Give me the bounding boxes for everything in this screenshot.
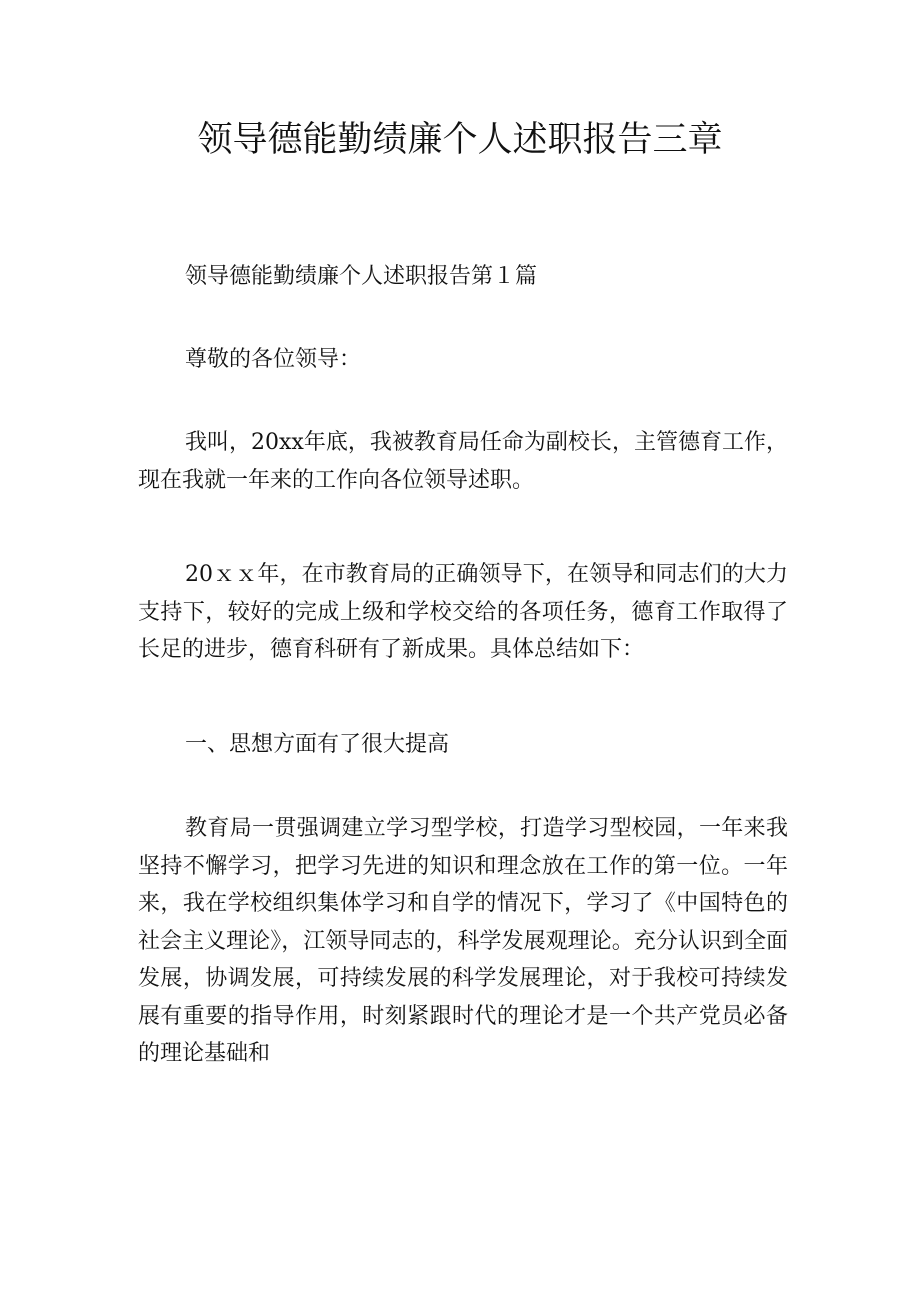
paragraph-summary: 20ｘｘ年，在市教育局的正确领导下，在领导和同志们的大力支持下，较好的完成上级和学校交给的各项任务，德育工作取得了长足的进步，德育科研有了新成果。具体总结如下： <box>138 562 788 662</box>
paragraph-intro: 我叫，20xx年底，我被教育局任命为副校长，主管德育工作，现在我就一年来的工作向各位领导述职。 <box>138 430 788 493</box>
greeting: 尊敬的各位领导： <box>185 347 362 372</box>
document-title: 领导德能勤绩廉个人述职报告三章 <box>197 120 723 160</box>
paragraph-section1-body: 教育局一贯强调建立学习型学校，打造学习型校园，一年来我坚持不懈学习，把学习先进的知识和理念放在工作的第一位。一年来，我在学校组织集体学习和自学的情况下，学习了《中国特色的社会主义理论》，江领导同志的，科学发展观理论。充分认识到全面发展，协调发展，可持续发展的科学发展理论，对于我校可持续发展有重要的指导作用，时刻紧跟时代的理论才是一个共产党员必备的理论基础和 <box>138 816 788 1066</box>
report-subtitle: 领导德能勤绩廉个人述职报告第１篇 <box>185 264 538 289</box>
section-heading: 一、思想方面有了很大提高 <box>185 732 450 757</box>
